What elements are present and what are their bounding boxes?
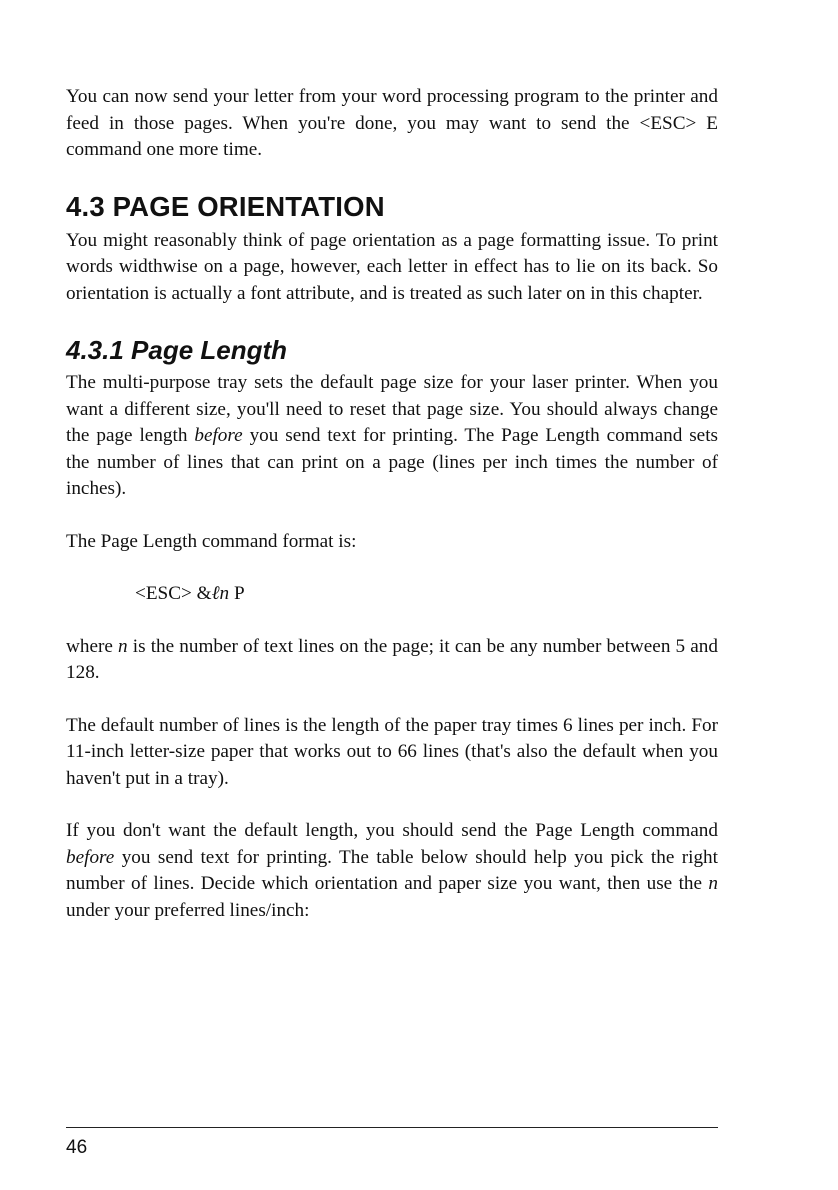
guidance-variable: n [708, 873, 718, 894]
default-lines-paragraph: The default number of lines is the length of the paper tray times 6 lines per inch. For 11-inch letter-size paper that works out to 66 lines (that's also the default when you haven't put in a tray). [66, 714, 718, 789]
guidance-text-3: under your preferred lines/inch: [66, 899, 310, 921]
command-syntax [135, 581, 718, 608]
table-guidance-paragraph [66, 818, 718, 924]
page-length-text-2: you send text for printing. The Page Length command sets the number of lines that can print on a page (lines per inch times the number of inches). [66, 425, 718, 499]
page-length-text-1: The multi-purpose tray sets the default page size for your laser printer. When you want a different size, you'll need to reset that page size. You should always change the page length [66, 372, 718, 446]
section-heading: 4.3 PAGE ORIENTATION [66, 190, 385, 222]
page-number: 46 [66, 1137, 88, 1158]
command-prefix: <ESC> & [135, 583, 212, 604]
page-length-emphasis: before [194, 425, 243, 446]
guidance-text-1: If you don't want the default length, you should send the Page Length command [66, 820, 718, 841]
parameter-variable: n [118, 635, 128, 657]
parameter-description [66, 634, 718, 687]
intro-paragraph: You can now send your letter from your word processing program to the printer and feed in those pages. When you're done, you may want to send the <ESC> E command one more time. [66, 86, 718, 160]
parameter-text-2: is the number of text lines on the page; it can be any number between 5 and 128. [66, 635, 718, 683]
footer-rule [66, 1127, 718, 1128]
subsection-heading: 4.3.1 Page Length [66, 335, 288, 365]
command-suffix: P [229, 583, 245, 604]
guidance-text-2: you send text for printing. The table below should help you pick the right number of lines. Decide which orientation and paper size you want, then use the [66, 846, 718, 894]
command-format-intro: The Page Length command format is: [66, 530, 357, 552]
parameter-text-1: where [66, 635, 119, 657]
command-parameter: ℓn [211, 583, 230, 604]
guidance-emphasis: before [66, 846, 115, 868]
page-length-paragraph [66, 370, 718, 503]
document-page [66, 84, 718, 924]
orientation-paragraph: You might reasonably think of page orientation as a page formatting issue. To print words widthwise on a page, however, each letter in effect has to lie on its back. So orientation is actually a font attribute, and is treated as such later on in this chapter. [66, 229, 718, 304]
